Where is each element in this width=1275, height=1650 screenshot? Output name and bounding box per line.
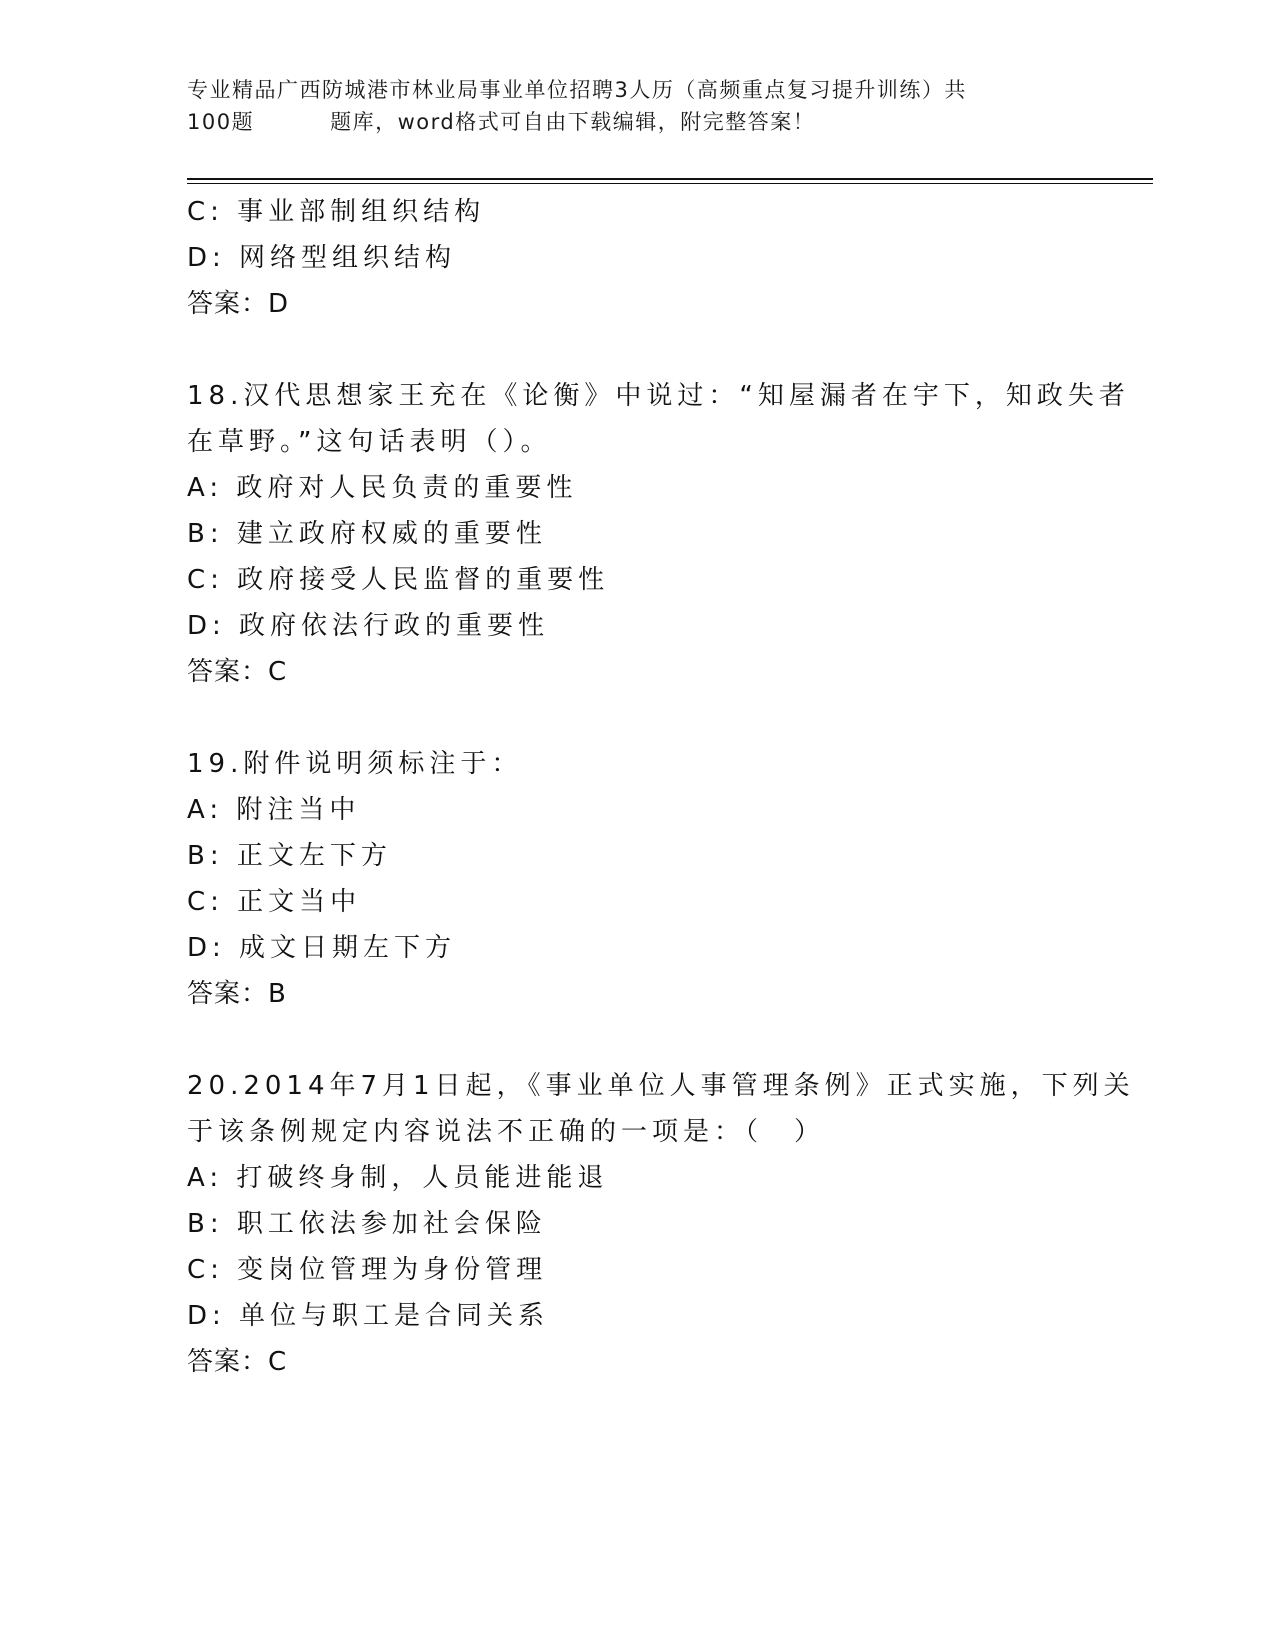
header-title-line-2 [187,106,1087,138]
option-c: C: 变岗位管理为身份管理 [187,1255,548,1285]
option-d: D: 成文日期左下方 [187,933,457,963]
option-a: A: 政府对人民负责的重要性 [187,473,578,503]
option-c: C: 政府接受人民监督的重要性 [187,565,610,595]
question-text-line: 20.2014年7月1日起，《事业单位人事管理条例》正式实施，下列关 [187,1071,1135,1101]
answer-label: 答案：B [187,979,287,1009]
answer-label: 答案：C [187,657,288,687]
question-20 [187,1063,1135,1385]
question-18 [187,373,1130,695]
option-c: C: 正文当中 [187,887,362,917]
question-text-line: 于该条例规定内容说法不正确的一项是：（ ） [187,1117,826,1147]
question-content [187,189,1135,1385]
option-b: B: 职工依法参加社会保险 [187,1209,547,1239]
option-c: C: 事业部制组织结构 [187,197,486,227]
option-b: B: 建立政府权威的重要性 [187,519,547,549]
answer-label: 答案：C [187,1347,288,1377]
option-d: D: 网络型组织结构 [187,243,457,273]
question-17-continued [187,189,1087,327]
question-text-line: 18.汉代思想家王充在《论衡》中说过：“知屋漏者在宇下，知政失者 [187,381,1130,411]
option-d: D: 单位与职工是合同关系 [187,1301,550,1331]
option-d: D: 政府依法行政的重要性 [187,611,550,641]
header-subtitle: 题库，word格式可自由下载编辑，附完整答案！ [330,110,816,134]
page-header [187,74,1087,138]
question-text-line: 19.附件说明须标注于： [187,749,523,779]
option-b: B: 正文左下方 [187,841,392,871]
header-title-line-1: 专业精品广西防城港市林业局事业单位招聘3人历（高频重点复习提升训练）共 [187,78,967,102]
option-a: A: 附注当中 [187,795,361,825]
question-19 [187,741,1087,1017]
option-a: A: 打破终身制，人员能进能退 [187,1163,609,1193]
header-divider-thin [187,183,1153,184]
question-text-line: 在草野。”这句话表明（）。 [187,427,552,457]
answer-label: 答案：D [187,289,290,319]
header-divider-thick [187,178,1153,180]
header-question-count: 100题 [187,110,255,134]
